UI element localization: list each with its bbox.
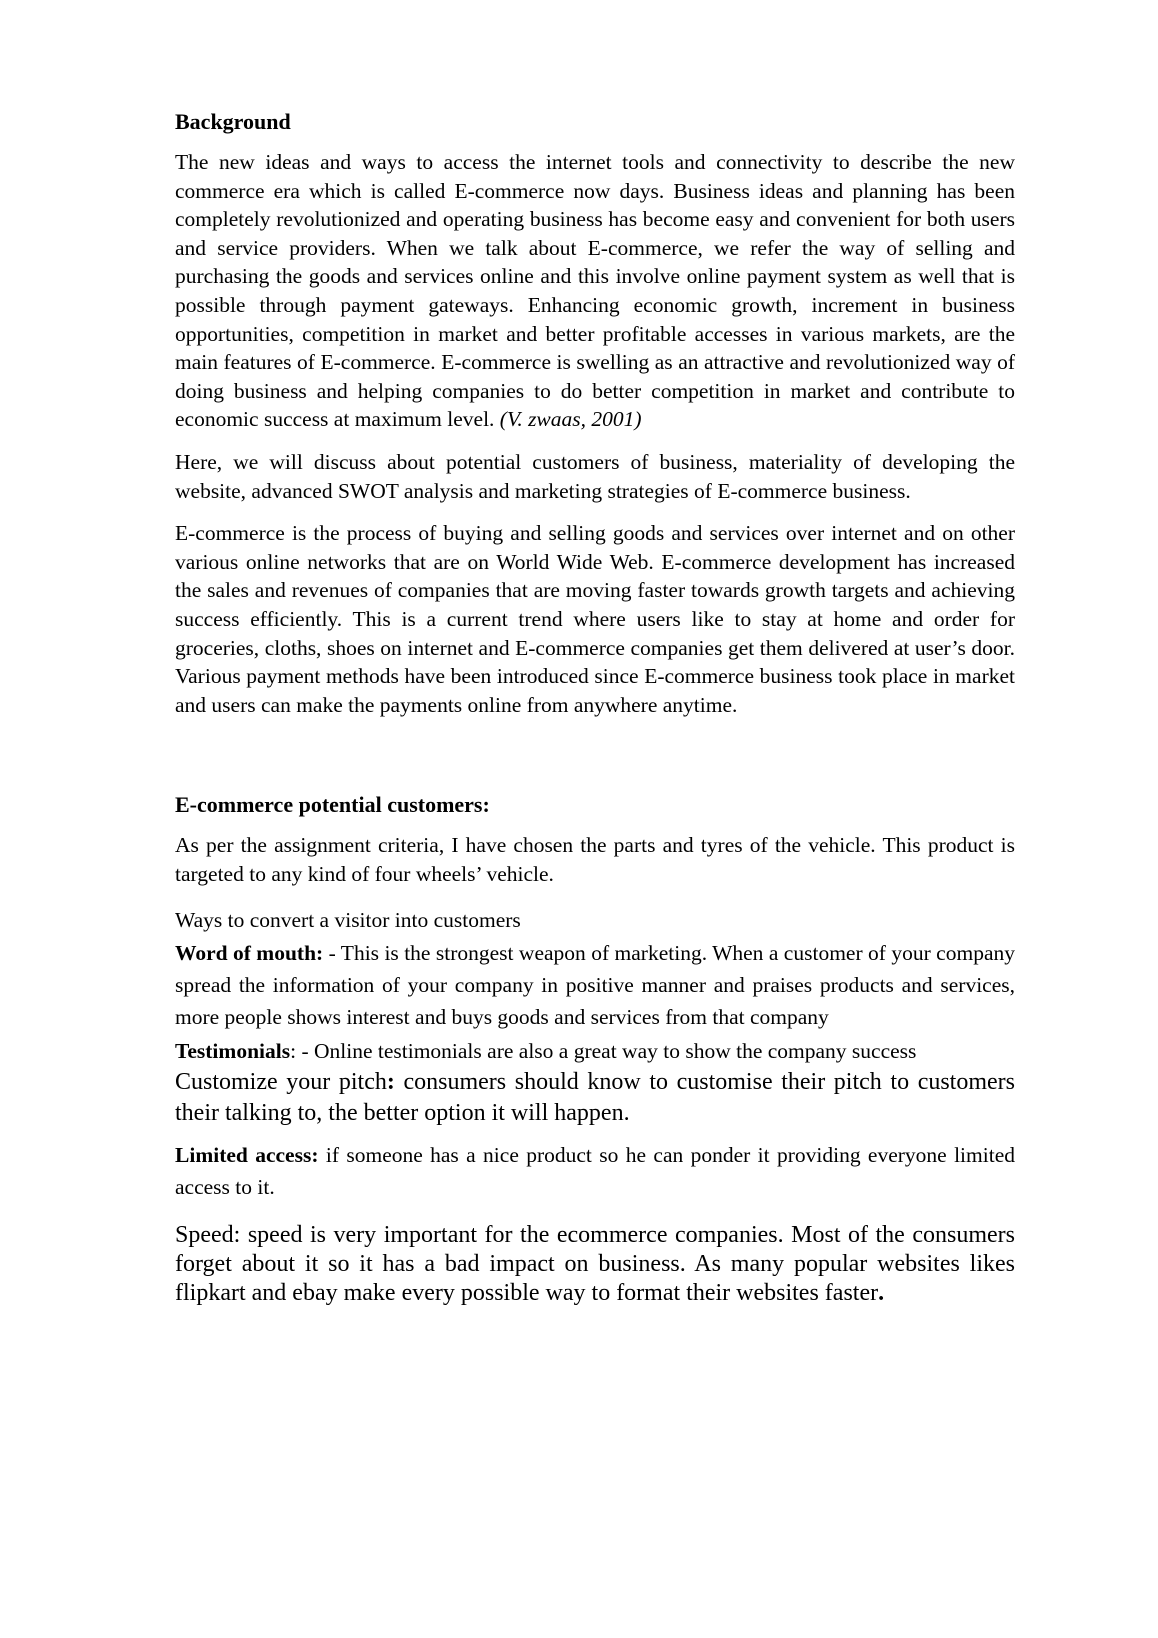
customize-pitch-colon: : <box>386 1069 395 1096</box>
testimonials-paragraph <box>175 1035 1015 1067</box>
limited-access-paragraph <box>175 1139 1015 1203</box>
testimonials-text: : - Online testimonials are also a great way to show the company success <box>290 1039 917 1064</box>
customize-pitch-text: consumers should know to customise their pitch to customers their talking to, the better option it will happen. <box>175 1069 1016 1127</box>
section-spacer <box>175 733 1015 791</box>
ways-title: Ways to convert a visitor into customers <box>175 908 521 933</box>
customize-pitch-paragraph <box>175 1067 1015 1129</box>
word-of-mouth-label: Word of mouth: <box>175 941 324 966</box>
testimonials-label: Testimonials <box>175 1039 291 1064</box>
document-page <box>175 108 1015 1318</box>
customers-heading: E-commerce potential customers: <box>175 792 490 818</box>
customers-intro: As per the assignment criteria, I have chosen the parts and tyres of the vehicle. This product is targeted to any kind of four wheels’ vehicle. <box>175 833 1015 886</box>
citation: (V. zwaas, 2001) <box>499 407 642 432</box>
limited-access-label: Limited access: <box>175 1143 326 1168</box>
background-paragraph-1-text: The new ideas and ways to access the internet tools and connectivity to describe the new commerce era which is called E-commerce now days. Business ideas and planning has been completely revolutionized and operating business has become easy and convenient for both users and service providers. When we talk about E-commerce, we refer the way of selling and purchasing the goods and services online and this involve online payment system as well that is possible through payment gateways. Enhancing economic growth, increment in business opportunities, competition in market and better profitable accesses in various markets, are the main features of E-commerce. E-commerce is swelling as an attractive and revolutionized way of doing business and helping companies to do better competition in market and contribute to economic success at maximum level. <box>175 150 1015 432</box>
speed-paragraph <box>175 1221 1015 1308</box>
background-paragraph-3: E-commerce is the process of buying and selling goods and services over internet and on other various online networks that are on World Wide Web. E-commerce development has increased the sales and revenues of companies that are moving faster towards growth targets and achieving success efficiently. This is a current trend where users like to stay at home and order for groceries, cloths, shoes on internet and E-commerce companies get them delivered at user’s door. Various payment methods have been introduced since E-commerce business took place in market and users can make the payments online from anywhere anytime. <box>175 521 1015 717</box>
background-paragraph-1 <box>175 148 1015 434</box>
word-of-mouth-text: - This is the strongest weapon of marketing. When a customer of your company spread the information of your company in positive manner and praises products and services, more people shows interest and buys goods and services from that company <box>175 941 1015 1030</box>
speed-period: . <box>878 1280 885 1307</box>
background-paragraph-2: Here, we will discuss about potential customers of business, materiality of developing the website, advanced SWOT analysis and marketing strategies of E-commerce business. <box>175 449 1015 503</box>
customize-pitch-label: Customize your pitch <box>175 1069 387 1096</box>
word-of-mouth-paragraph <box>175 937 1015 1033</box>
speed-text: Speed: speed is very important for the ecommerce companies. Most of the consumers forget about it so it has a bad impact on business. As many popular websites likes flipkart and ebay make every possible way to format their websites faster <box>175 1222 1015 1307</box>
limited-access-text: if someone has a nice product so he can ponder it providing everyone limited access to it. <box>175 1143 1015 1200</box>
background-heading: Background <box>175 109 291 134</box>
